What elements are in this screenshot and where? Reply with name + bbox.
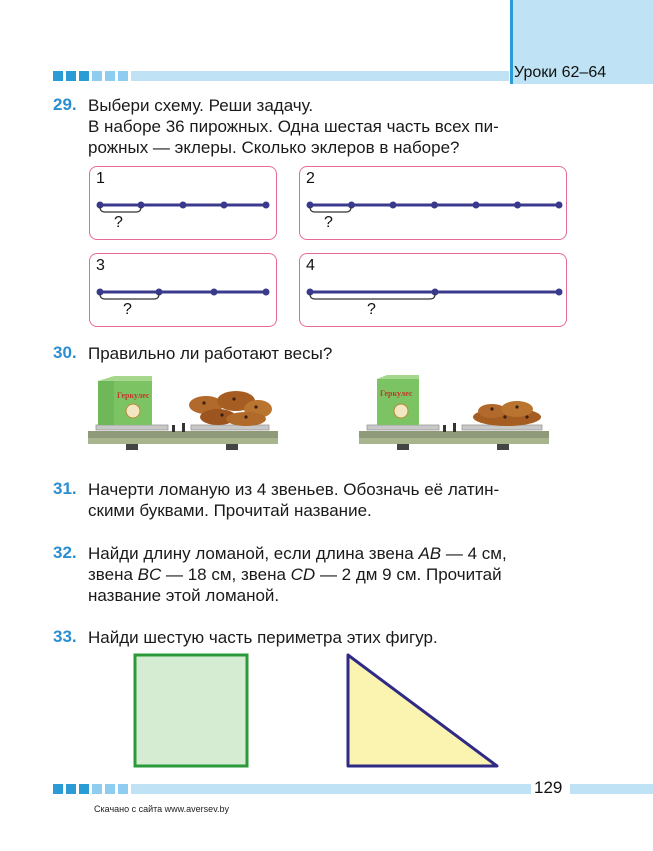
task-32-number: 32. [53,543,77,562]
scheme-3[interactable] [89,253,277,327]
task-30-number: 30. [53,343,77,362]
scheme-2-segment [300,167,568,241]
scheme-2-label: 2 [306,170,315,187]
scale-illustration-2 [357,375,557,455]
task-31-line2: скими буквами. Прочитай название. [88,501,372,520]
scheme-2[interactable] [299,166,567,240]
task-29-number: 29. [53,95,77,114]
scheme-4[interactable] [299,253,567,327]
task-32-line3: название этой ломаной. [88,586,280,605]
task-32-line2: звена BC — 18 см, звена CD — 2 дм 9 см. Прочитай [88,565,502,584]
yellow-triangle [343,651,503,771]
scheme-4-label: 4 [306,257,315,274]
scheme-3-segment [90,254,278,328]
scheme-1[interactable] [89,166,277,240]
scheme-4-segment [300,254,568,328]
task-32-line1: Найди длину ломаной, если длина звена AB — 4 см, [88,544,507,563]
green-square [130,650,254,770]
scheme-1-question: ? [114,214,123,231]
box-label-1: Геркулес [117,391,150,400]
scheme-3-question: ? [123,301,132,318]
scheme-3-label: 3 [96,257,105,274]
scale-illustration-1 [86,375,282,455]
lesson-title: Уроки 62–64 [514,64,607,81]
task-33-text: Найди шестую часть периметра этих фигур. [88,628,438,647]
source-note: Скачано с сайта www.aversev.by [94,804,230,814]
task-31-line1: Начерти ломаную из 4 звеньев. Обозначь её латин- [88,480,500,499]
task-30-text: Правильно ли работают весы? [88,344,333,363]
task-33-number: 33. [53,627,77,646]
task-29-line1: Выбери схему. Реши задачу. [88,96,314,115]
scheme-2-question: ? [324,214,333,231]
task-29-line2: В наборе 36 пирожных. Одна шестая часть всех пи- [88,117,499,136]
task-29-line3: рожных — эклеры. Сколько эклеров в наборе? [88,138,460,157]
page-number: 129 [534,778,563,797]
scheme-4-question: ? [367,301,376,318]
scheme-1-label: 1 [96,170,105,187]
task-31-number: 31. [53,479,77,498]
box-label-2: Геркулес [380,389,413,398]
